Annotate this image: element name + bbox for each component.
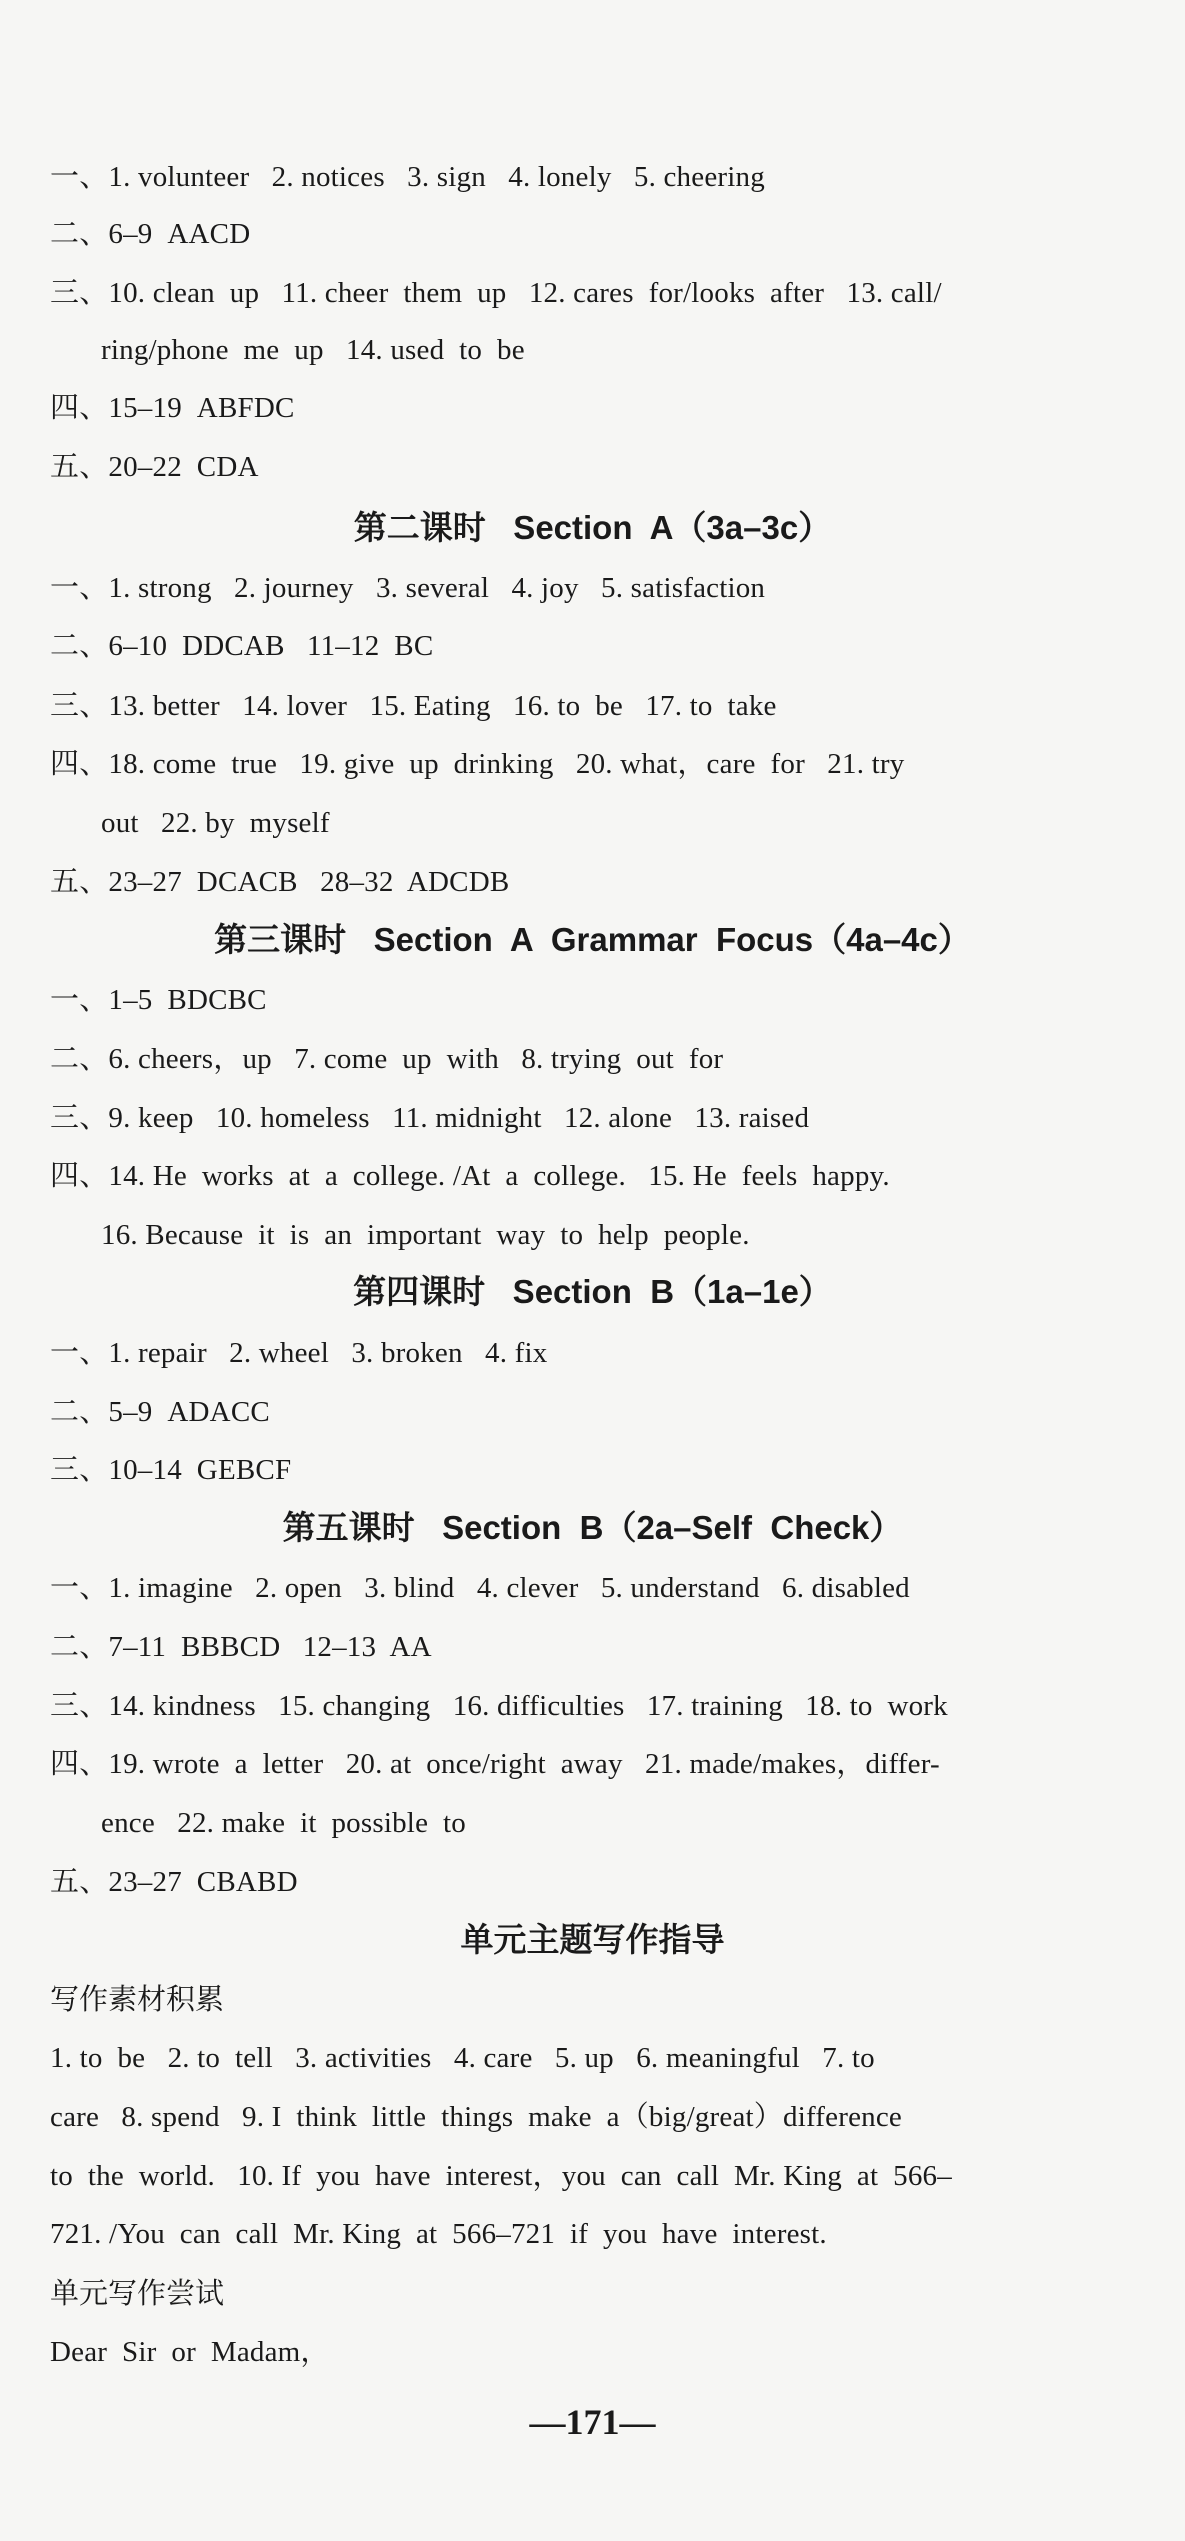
answer-line: 二、7–11 BBBCD 12–13 AA bbox=[50, 1631, 432, 1663]
answer-line: 一、1–5 BDCBC bbox=[50, 984, 267, 1016]
answer-line: 二、5–9 ADACC bbox=[50, 1396, 270, 1428]
answer-line: 一、1. imagine 2. open 3. blind 4. clever 5. understand 6. disabled bbox=[50, 1572, 910, 1604]
answer-line: out 22. by myself bbox=[101, 807, 330, 839]
writing-line: 1. to be 2. to tell 3. activities 4. care 5. up 6. meaningful 7. to bbox=[50, 2042, 875, 2074]
answer-line: 四、15–19 ABFDC bbox=[50, 392, 295, 424]
answer-line: 一、1. strong 2. journey 3. several 4. joy 5. satisfaction bbox=[50, 572, 766, 604]
answer-line: 三、10–14 GEBCF bbox=[50, 1454, 292, 1486]
answer-line: 二、6. cheers，up 7. come up with 8. trying out for bbox=[50, 1043, 724, 1075]
writing-line: care 8. spend 9. I think little things make a（big/great）difference bbox=[50, 2101, 902, 2133]
answer-line: 二、6–9 AACD bbox=[50, 218, 251, 250]
lesson-heading: 第五课时 Section B（2a–Self Check） bbox=[282, 1509, 903, 1546]
writing-subheading: 单元写作尝试 bbox=[50, 2276, 225, 2310]
answer-line: 二、6–10 DDCAB 11–12 BC bbox=[50, 630, 434, 662]
answer-line: 一、1. repair 2. wheel 3. broken 4. fix bbox=[50, 1337, 548, 1369]
answer-line: 五、23–27 CBABD bbox=[50, 1866, 298, 1898]
writing-heading: 单元主题写作指导 bbox=[460, 1921, 725, 1958]
answer-line: ring/phone me up 14. used to be bbox=[101, 334, 525, 366]
letter-greeting: Dear Sir or Madam， bbox=[50, 2336, 330, 2368]
answer-line: 三、9. keep 10. homeless 11. midnight 12. alone 13. raised bbox=[50, 1102, 810, 1134]
writing-line: to the world. 10. If you have interest，you can call Mr. King at 566– bbox=[50, 2160, 952, 2192]
answer-line: 16. Because it is an important way to help people. bbox=[101, 1219, 750, 1251]
answer-line: 三、13. better 14. lover 15. Eating 16. to be 17. to take bbox=[50, 690, 777, 722]
lesson-heading: 第二课时 Section A（3a–3c） bbox=[353, 509, 832, 546]
answer-line: 一、1. volunteer 2. notices 3. sign 4. lonely 5. cheering bbox=[50, 161, 765, 193]
lesson-heading: 第四课时 Section B（1a–1e） bbox=[353, 1273, 832, 1310]
answer-line: 四、14. He works at a college. /At a college. 15. He feels happy. bbox=[50, 1160, 890, 1192]
writing-subheading: 写作素材积累 bbox=[50, 1982, 225, 2016]
page-number: —171— bbox=[529, 2402, 656, 2442]
writing-line: 721. /You can call Mr. King at 566–721 if you have interest. bbox=[50, 2218, 827, 2250]
answer-line: 三、10. clean up 11. cheer them up 12. cares for/looks after 13. call/ bbox=[50, 277, 942, 309]
answer-line: ence 22. make it possible to bbox=[101, 1807, 466, 1839]
answer-line: 四、18. come true 19. give up drinking 20. what，care for 21. try bbox=[50, 748, 905, 780]
lesson-heading: 第三课时 Section A Grammar Focus（4a–4c） bbox=[214, 921, 971, 958]
answer-line: 四、19. wrote a letter 20. at once/right away 21. made/makes，differ- bbox=[50, 1748, 940, 1780]
answer-line: 五、23–27 DCACB 28–32 ADCDB bbox=[50, 866, 510, 898]
answer-line: 三、14. kindness 15. changing 16. difficulties 17. training 18. to work bbox=[50, 1690, 948, 1722]
answer-line: 五、20–22 CDA bbox=[50, 451, 259, 483]
